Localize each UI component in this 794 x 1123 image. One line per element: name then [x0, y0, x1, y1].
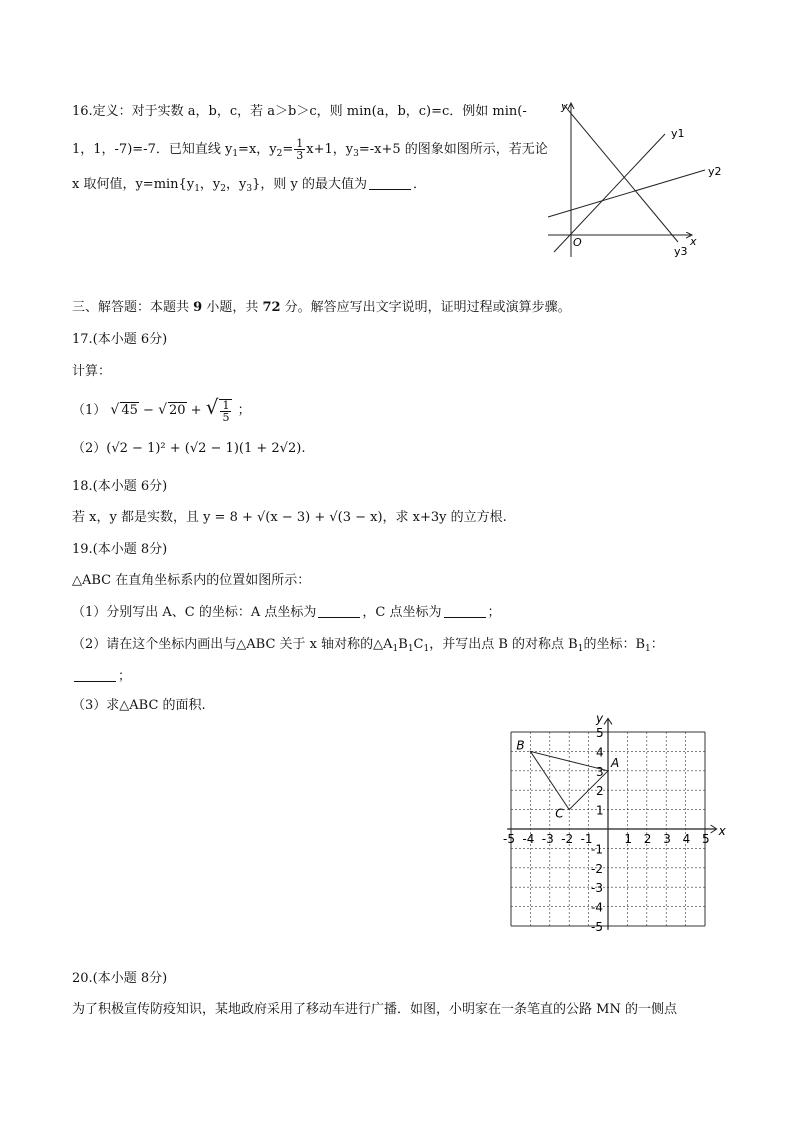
q19-part2-text: B: [398, 637, 408, 652]
y-axis-label: y: [561, 100, 568, 113]
q16-line2-part: =x，y: [238, 142, 277, 157]
q19-part2-answer: [72, 668, 131, 686]
q16-line2-part: x+1，y: [306, 142, 354, 157]
x-tick-label: -4: [522, 832, 535, 846]
radical-fraction: [219, 399, 232, 423]
vertex-label-b: B: [516, 738, 525, 753]
q19-part2: （2）请在这个坐标内画出与△ABC 关于 x 轴对称的$\triangle A_1B_1C_1$，并写出点 B 的对称点 $B_1$的坐标：$B_1$：: [72, 637, 664, 654]
section3-count: 9: [193, 300, 203, 315]
line-y2: [548, 170, 705, 217]
y-tick-label: -5: [591, 920, 603, 934]
x-tick-label: -1: [580, 832, 593, 846]
q16-line2-part: =-x+5 的图象如图所示，若无论: [358, 142, 548, 157]
x-axis-label: x: [718, 824, 726, 838]
origin-label: O: [573, 236, 582, 249]
q16-line2-part: 1，1，-7)=-7．已知直线 y: [72, 142, 233, 157]
q19-part2-text: ：: [650, 637, 664, 652]
y-tick-label: -4: [591, 900, 603, 915]
q19-part3: （3）求△ABC 的面积.: [72, 698, 206, 713]
fraction-denominator: 3: [296, 149, 304, 162]
q19-heading: 19.(本小题 8分): [72, 542, 168, 557]
x-tick-label: 5: [702, 832, 710, 846]
q19-intro: △ABC 在直角坐标系内的位置如图所示：: [72, 573, 311, 588]
q18-heading: 18.(本小题 6分): [72, 479, 168, 494]
radicand: 45: [121, 403, 138, 418]
q16-line2: 1，1，-7)=-7．已知直线 $y_1=x$，$y_2=$ $\frac{1}{3}$ x+1，$y_3=-x+5$ 的图象如图所示，若无论: [72, 137, 548, 162]
line-y3: [564, 105, 678, 242]
y-tick-label: 1: [596, 803, 604, 818]
label-y1: y1: [671, 127, 685, 140]
y-tick-label: -2: [591, 861, 603, 876]
y-tick-label: 2: [596, 784, 604, 799]
q16-fraction: [294, 138, 305, 161]
y-axis-label: y: [596, 712, 604, 726]
y-tick-label: 5: [596, 726, 604, 740]
q16-line3-part: }，则 y 的最大值为: [252, 177, 367, 192]
x-tick-label: 3: [663, 832, 671, 846]
label-y2: y2: [708, 165, 722, 178]
q19-coordinate-grid: [495, 712, 735, 942]
q17-intro: 计算：: [72, 364, 112, 379]
part-label: （2）: [72, 441, 107, 456]
part-end: .: [301, 441, 306, 456]
q16-line3: x 取何值，$y=\min\{y_1$，$y_2$，$y_3$}，则 y 的最大值为 ．: [72, 177, 427, 194]
x-tick-label: 1: [624, 832, 633, 846]
q19-part2-text: ，并写出点 B 的对称点 B: [429, 637, 578, 652]
q16-line3-part: ，y: [199, 177, 221, 192]
y-tick-label: -3: [591, 881, 603, 896]
q16-line2-part: =: [282, 142, 294, 157]
answer-blank[interactable]: [74, 669, 116, 682]
q19-part1-text: ，C 点坐标为: [362, 605, 442, 620]
y-tick-label: 4: [596, 745, 604, 760]
label-y3: y3: [674, 245, 688, 258]
q19-part2-text: （2）请在这个坐标内画出与△ABC 关于 x 轴对称的△A: [72, 637, 393, 652]
vertex-label-c: C: [555, 806, 564, 821]
section3-header: [72, 299, 571, 317]
fraction-denominator: 5: [222, 410, 230, 424]
q16-line3-part: ．: [413, 177, 427, 192]
x-tick-label: -2: [561, 832, 574, 846]
fraction-numerator: 1: [296, 137, 304, 150]
x-axis-label: x: [690, 235, 697, 248]
q16-line3-part: x 取何值，y=min{y: [72, 177, 195, 192]
section3-text: 小题，共: [202, 300, 263, 315]
y-tick-label: -1: [591, 842, 603, 857]
fraction-numerator: 1: [222, 398, 230, 412]
answer-blank[interactable]: [444, 605, 486, 618]
y-tick-label: 3: [596, 764, 604, 779]
part-end: ；: [237, 403, 251, 418]
q19-part2-text: 的坐标：B: [583, 637, 646, 652]
q18-text: 若 x，y 都是实数，且 y = 8 + √(x − 3) + √(3 − x)，求 x+3y 的立方根.: [72, 510, 507, 525]
answer-blank[interactable]: [369, 177, 411, 190]
q19-part1: [72, 604, 501, 622]
q16-line1: 16.定义：对于实数 a，b，c，若 a＞b＞c，则 min(a，b，c)=c．例如 min(-: [72, 104, 527, 119]
q19-part1-text: （1）分别写出 A、C 的坐标：A 点坐标为: [72, 605, 317, 620]
x-tick-label: 4: [682, 832, 691, 846]
vertex-label-a: A: [611, 755, 620, 770]
section3-score: 72: [262, 300, 281, 315]
q19-part1-text: ；: [487, 605, 501, 620]
q20-text: 为了积极宣传防疫知识，某地政府采用了移动车进行广播．如图，小明家在一条笔直的公路 MN 的一侧点: [72, 1002, 677, 1017]
q17-heading: 17.(本小题 6分): [72, 332, 168, 347]
q16-line3-part: ，y: [226, 177, 247, 192]
q17-part2: [72, 440, 305, 458]
x-tick-label: 2: [643, 832, 652, 846]
section3-text: 分。解答应写出文字说明，证明过程或演算步骤。: [280, 300, 571, 315]
q17-part2-expression: (√2 − 1)² + (√2 − 1)(1 + 2√2): [106, 441, 302, 456]
q17-part1: （1） √ 45 − √ 20 + √ $\frac{1}{5}$ ；: [72, 395, 251, 424]
q16-graph: [540, 95, 740, 265]
section3-text: 三、解答题：本题共: [72, 300, 194, 315]
x-tick-label: -5: [503, 832, 515, 846]
q19-part2-end: ；: [118, 669, 132, 684]
q20-heading: 20.(本小题 8分): [72, 971, 168, 986]
part-label: （1）: [72, 403, 107, 418]
radicand: 20: [168, 403, 186, 418]
answer-blank[interactable]: [318, 605, 360, 618]
q19-part2-text: C: [413, 637, 424, 652]
x-tick-label: -3: [541, 832, 554, 846]
